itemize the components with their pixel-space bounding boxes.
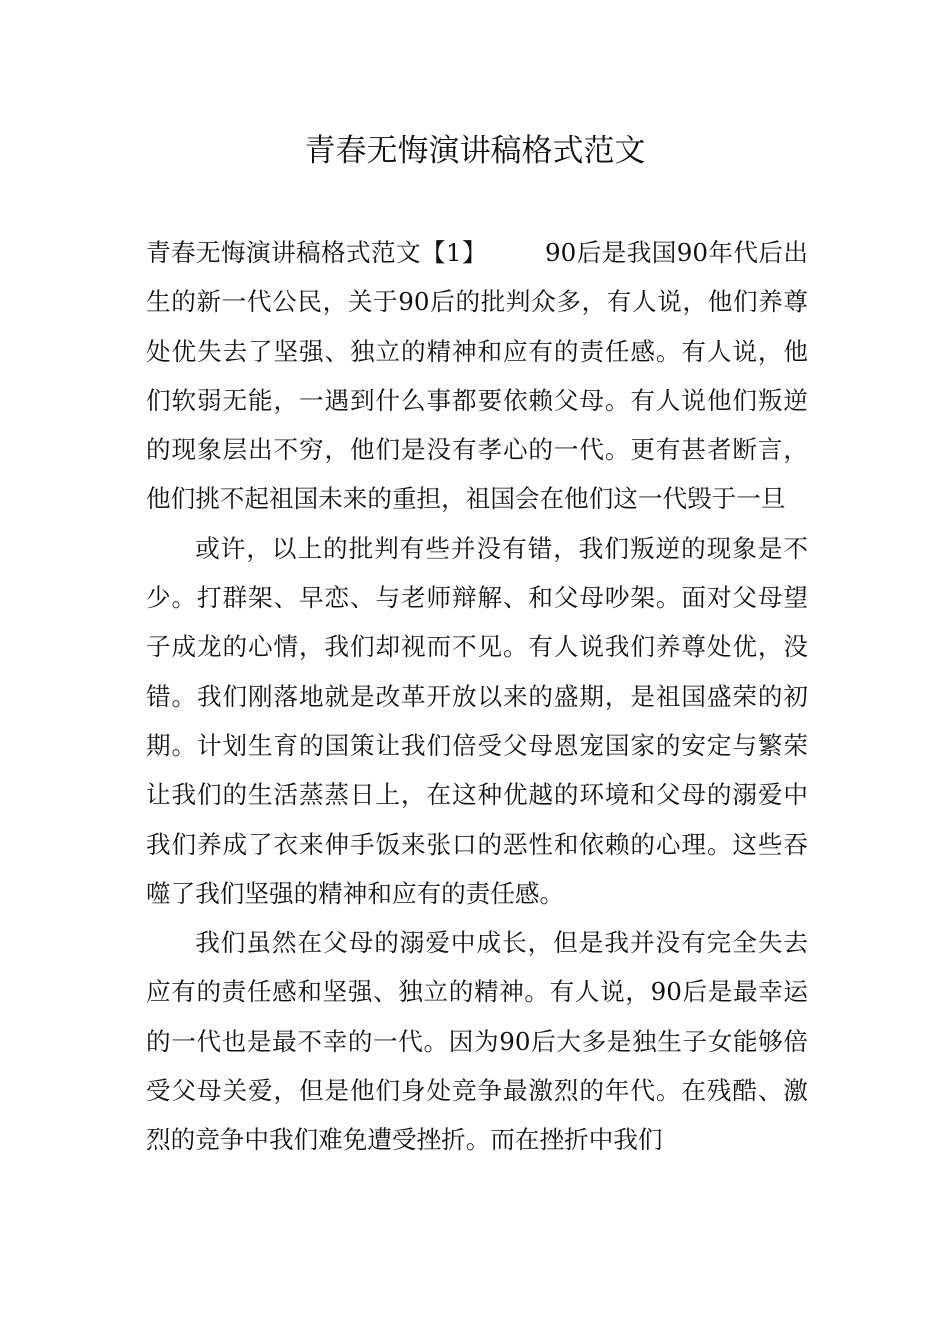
document-body bbox=[146, 228, 808, 1165]
paragraph-1 bbox=[146, 228, 808, 524]
paragraph-2: 或许，以上的批判有些并没有错，我们叛逆的现象是不少。打群架、早恋、与老师辩解、和父母吵架。面对父母望子成龙的心情，我们却视而不见。有人说我们养尊处优，没错。我们刚落地就是改革开放以来的盛期，是祖国盛荣的初期。计划生育的国策让我们倍受父母恩宠国家的安定与繁荣让我们的生活蒸蒸日上，在这种优越的环境和父母的溺爱中我们养成了衣来伸手饭来张口的恶性和依赖的心理。这些吞噬了我们坚强的精神和应有的责任感。 bbox=[146, 533, 808, 908]
paragraph-3: 我们虽然在父母的溺爱中成长，但是我并没有完全失去应有的责任感和坚强、独立的精神。有人说，90后是最幸运的一代也是最不幸的一代。因为90后大多是独生子女能够倍受父母关爱，但是他们身处竞争最激烈的年代。在残酷、激烈的竞争中我们难免遭受挫折。而在挫折中我们 bbox=[146, 928, 808, 1155]
page-title: 青春无悔演讲稿格式范文 bbox=[304, 133, 646, 169]
paragraph-1-text: 90后是我国90年代后出生的新一代公民，关于90后的批判众多，有人说，他们养尊处优失去了坚强、独立的精神和应有的责任感。有人说，他们软弱无能，一遇到什么事都要依赖父母。有人说他们叛逆的现象层出不穷，他们是没有孝心的一代。更有甚者断言，他们挑不起祖国未来的重担，祖国会在他们这一代毁于一旦 bbox=[146, 238, 809, 514]
inline-heading: 青春无悔演讲稿格式范文【1】 bbox=[146, 238, 488, 267]
